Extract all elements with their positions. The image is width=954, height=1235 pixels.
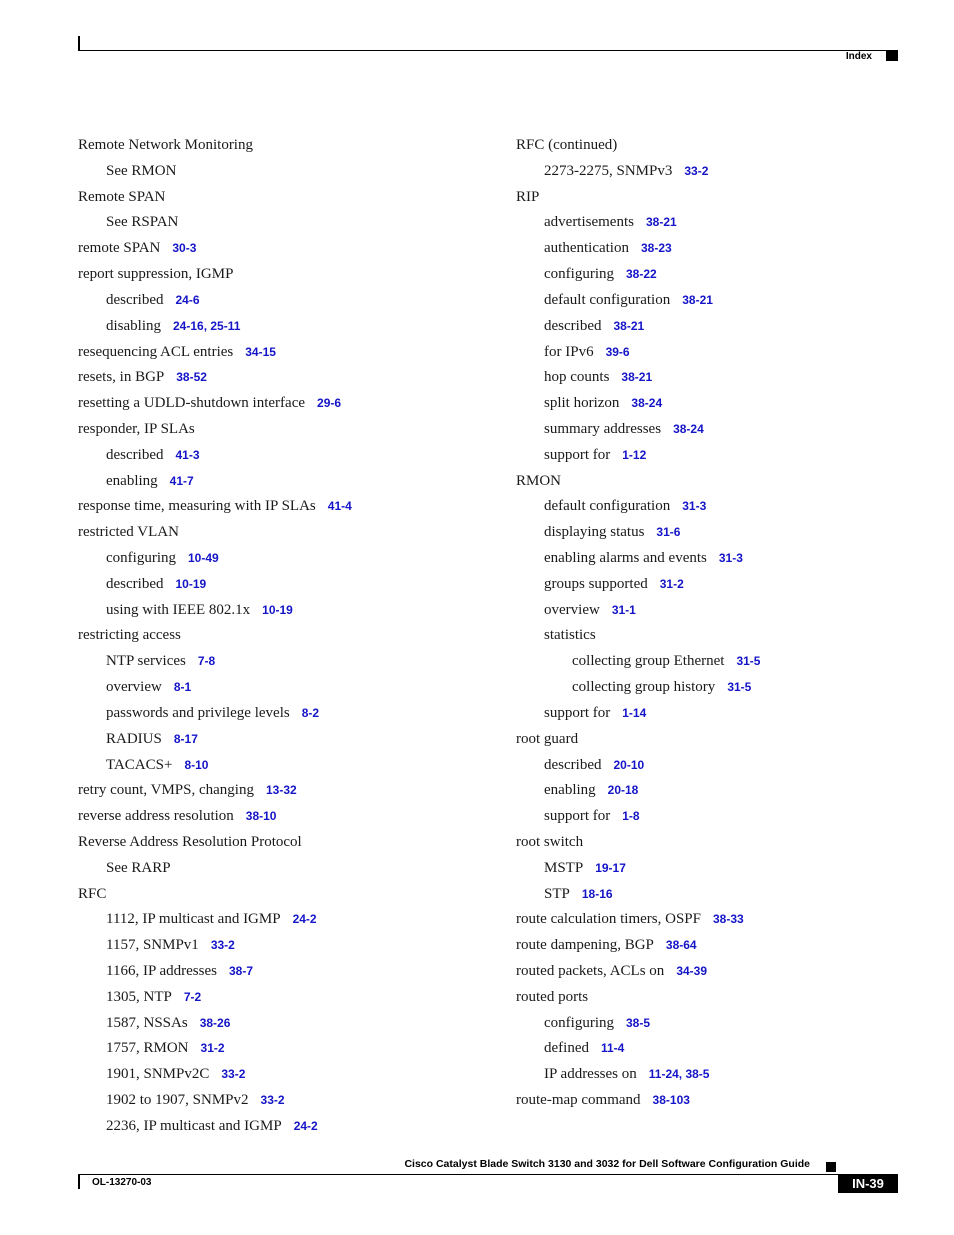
page-reference-link[interactable]: 20-18 bbox=[607, 783, 639, 798]
index-term: collecting group history bbox=[572, 679, 716, 696]
page-reference-link[interactable]: 24-16, 25-11 bbox=[173, 318, 241, 333]
index-entry bbox=[516, 908, 936, 934]
index-term: passwords and privilege levels bbox=[106, 704, 290, 721]
page-reference-link[interactable]: 1-12 bbox=[622, 447, 647, 462]
index-column-left bbox=[78, 134, 498, 1141]
index-term: enabling bbox=[544, 782, 596, 799]
index-term: 1166, IP addresses bbox=[106, 963, 217, 979]
page-reference-link[interactable]: 38-10 bbox=[245, 809, 277, 824]
page-reference-link[interactable]: 31-6 bbox=[656, 525, 681, 540]
index-entry bbox=[516, 1063, 936, 1089]
page-reference-link[interactable]: 38-23 bbox=[640, 241, 672, 256]
index-term: root guard bbox=[516, 730, 579, 747]
index-term: support for bbox=[544, 808, 611, 825]
index-entry bbox=[516, 831, 936, 857]
index-term: described bbox=[544, 317, 602, 334]
footer-rule-tick bbox=[78, 1174, 80, 1189]
index-term: responder, IP SLAs bbox=[78, 420, 195, 437]
header-block-marker bbox=[886, 50, 898, 61]
page-reference-link[interactable]: 38-21 bbox=[682, 292, 713, 307]
index-term: See RARP bbox=[106, 859, 171, 876]
page-reference-link[interactable]: 33-2 bbox=[221, 1067, 246, 1082]
page-reference-link[interactable]: 33-2 bbox=[210, 938, 235, 953]
index-term: 1587, NSSAs bbox=[106, 1014, 188, 1031]
page-reference-link[interactable]: 1-14 bbox=[622, 705, 647, 720]
index-term: Remote SPAN bbox=[78, 188, 166, 205]
index-entry bbox=[516, 599, 936, 625]
header-rule-tick bbox=[78, 36, 80, 51]
index-entry bbox=[516, 341, 936, 367]
index-entry bbox=[516, 960, 936, 986]
page-reference-link[interactable]: 8-10 bbox=[184, 757, 209, 772]
index-entry bbox=[78, 883, 498, 909]
index-column-right bbox=[516, 134, 936, 1115]
index-term: See RSPAN bbox=[106, 214, 179, 231]
index-entry bbox=[516, 702, 936, 728]
index-entry bbox=[516, 211, 936, 237]
index-entry bbox=[516, 1089, 936, 1115]
index-entry bbox=[78, 495, 498, 521]
page-reference-link[interactable]: 7-2 bbox=[183, 989, 202, 1004]
index-entry bbox=[78, 263, 498, 289]
footer-rule bbox=[78, 1174, 898, 1175]
index-term: enabling bbox=[106, 472, 158, 489]
index-term: route-map command bbox=[516, 1092, 641, 1109]
index-entry bbox=[78, 186, 498, 212]
index-term: authentication bbox=[544, 240, 629, 257]
index-entry bbox=[78, 676, 498, 702]
index-term: configuring bbox=[544, 266, 614, 283]
index-term: resequencing ACL entries bbox=[78, 343, 234, 360]
page-reference-link[interactable]: 33-2 bbox=[260, 1093, 285, 1108]
index-entry bbox=[78, 366, 498, 392]
page-reference-link[interactable]: 11-4 bbox=[600, 1041, 625, 1056]
page-number: IN-39 bbox=[838, 1174, 898, 1193]
page-reference-link[interactable]: 34-39 bbox=[676, 964, 708, 978]
index-term: retry count, VMPS, changing bbox=[78, 782, 254, 799]
index-term: using with IEEE 802.1x bbox=[106, 601, 251, 618]
index-entry bbox=[78, 547, 498, 573]
index-entry bbox=[78, 1012, 498, 1038]
index-entry bbox=[516, 934, 936, 960]
page-reference-link[interactable]: 39-6 bbox=[605, 344, 630, 359]
index-entry bbox=[78, 805, 498, 831]
index-entry bbox=[516, 418, 936, 444]
index-term: resetting a UDLD-shutdown interface bbox=[78, 395, 306, 412]
index-entry bbox=[78, 1063, 498, 1089]
page-reference-link[interactable]: 34-15 bbox=[245, 344, 276, 359]
document-number: OL-13270-03 bbox=[92, 1177, 152, 1188]
index-term: summary addresses bbox=[544, 420, 662, 437]
index-term: 1902 to 1907, SNMPv2 bbox=[106, 1092, 249, 1109]
index-term: resets, in BGP bbox=[78, 369, 165, 386]
page-reference-link[interactable]: 38-64 bbox=[665, 938, 697, 953]
index-term: disabling bbox=[106, 317, 161, 334]
page-reference-link[interactable]: 38-21 bbox=[645, 215, 677, 230]
index-entry bbox=[78, 857, 498, 883]
index-entry bbox=[78, 779, 498, 805]
page-reference-link[interactable]: 41-3 bbox=[175, 447, 200, 462]
index-entry bbox=[78, 160, 498, 186]
index-term: described bbox=[544, 756, 602, 773]
page-reference-link[interactable]: 24-6 bbox=[175, 292, 200, 307]
index-term: configuring bbox=[544, 1014, 614, 1031]
index-term: support for bbox=[544, 704, 611, 721]
page-reference-link[interactable]: 19-17 bbox=[595, 860, 626, 875]
index-entry bbox=[516, 521, 936, 547]
page-reference-link[interactable]: 10-19 bbox=[175, 576, 207, 591]
index-term: Reverse Address Resolution Protocol bbox=[78, 833, 302, 850]
index-entry bbox=[516, 392, 936, 418]
index-term: defined bbox=[544, 1040, 589, 1057]
index-entry bbox=[516, 624, 936, 650]
index-term: restricting access bbox=[78, 627, 181, 644]
index-entry bbox=[516, 650, 936, 676]
index-entry bbox=[78, 211, 498, 237]
page-reference-link[interactable]: 8-17 bbox=[173, 731, 198, 746]
index-entry bbox=[516, 470, 936, 496]
index-entry bbox=[78, 599, 498, 625]
index-term: collecting group Ethernet bbox=[572, 653, 725, 670]
page-reference-link[interactable]: 33-2 bbox=[684, 163, 709, 178]
index-term: 1901, SNMPv2C bbox=[106, 1066, 210, 1083]
page-reference-link[interactable]: 38-103 bbox=[652, 1093, 690, 1108]
page-reference-link[interactable]: 41-7 bbox=[169, 473, 194, 488]
page-reference-link[interactable]: 38-7 bbox=[228, 964, 253, 978]
index-term: TACACS+ bbox=[106, 756, 173, 773]
index-entry bbox=[78, 418, 498, 444]
index-term: described bbox=[106, 446, 164, 463]
index-entry bbox=[78, 986, 498, 1012]
index-term: remote SPAN bbox=[78, 240, 161, 257]
index-entry bbox=[516, 547, 936, 573]
index-term: RMON bbox=[516, 472, 562, 489]
page-reference-link[interactable]: 1-8 bbox=[622, 809, 640, 824]
index-entry bbox=[516, 237, 936, 263]
page-reference-link[interactable]: 38-5 bbox=[625, 1015, 651, 1030]
index-term: route calculation timers, OSPF bbox=[516, 911, 701, 928]
index-term: 1157, SNMPv1 bbox=[106, 937, 199, 954]
index-entry bbox=[78, 624, 498, 650]
footer-block-marker bbox=[826, 1162, 836, 1172]
index-entry bbox=[516, 186, 936, 212]
page-reference-link[interactable]: 31-2 bbox=[659, 576, 684, 591]
index-term: 1112, IP multicast and IGMP bbox=[106, 911, 281, 928]
index-term: response time, measuring with IP SLAs bbox=[78, 498, 316, 515]
index-term: IP addresses on bbox=[544, 1066, 637, 1083]
index-entry bbox=[516, 986, 936, 1012]
index-entry bbox=[78, 289, 498, 315]
index-entry bbox=[516, 676, 936, 702]
index-entry bbox=[78, 521, 498, 547]
index-term: STP bbox=[544, 885, 570, 902]
index-entry bbox=[516, 1012, 936, 1038]
page-reference-link[interactable]: 13-32 bbox=[265, 783, 297, 798]
index-entry bbox=[78, 1037, 498, 1063]
index-term: report suppression, IGMP bbox=[78, 266, 234, 283]
index-entry bbox=[78, 1115, 498, 1141]
page-reference-link[interactable]: 24-2 bbox=[293, 1118, 318, 1133]
index-entry bbox=[516, 883, 936, 909]
index-term: hop counts bbox=[544, 369, 610, 386]
index-term: 2236, IP multicast and IGMP bbox=[106, 1117, 282, 1134]
index-entry bbox=[516, 495, 936, 521]
index-entry bbox=[78, 934, 498, 960]
page-reference-link[interactable]: 11-24, 38-5 bbox=[648, 1067, 710, 1082]
page-reference-link[interactable]: 38-24 bbox=[673, 421, 704, 436]
index-term: routed packets, ACLs on bbox=[516, 963, 665, 979]
index-term: RFC bbox=[78, 885, 107, 902]
index-term: displaying status bbox=[544, 524, 645, 541]
index-entry bbox=[78, 315, 498, 341]
index-term: split horizon bbox=[544, 395, 620, 412]
page-reference-link[interactable]: 7-8 bbox=[197, 654, 216, 669]
index-term: 2273-2275, SNMPv3 bbox=[544, 162, 673, 179]
page-reference-link[interactable]: 38-22 bbox=[625, 267, 657, 282]
index-term: support for bbox=[544, 446, 611, 463]
footer-book-title: Cisco Catalyst Blade Switch 3130 and 3032 for Dell Software Configuration Guide bbox=[404, 1158, 810, 1170]
page-reference-link[interactable]: 29-6 bbox=[317, 396, 342, 411]
index-term: overview bbox=[106, 679, 162, 696]
index-term: route dampening, BGP bbox=[516, 937, 654, 954]
index-entry bbox=[78, 444, 498, 470]
index-entry bbox=[516, 160, 936, 186]
index-term: reverse address resolution bbox=[78, 808, 234, 825]
index-term: See RMON bbox=[106, 162, 177, 179]
page-reference-link[interactable]: 38-52 bbox=[176, 370, 207, 385]
index-term: default configuration bbox=[544, 498, 671, 515]
section-label: Index bbox=[845, 51, 872, 62]
index-term: statistics bbox=[544, 627, 596, 644]
page-reference-link[interactable]: 31-1 bbox=[611, 602, 636, 617]
index-entry bbox=[516, 134, 936, 160]
index-entry bbox=[516, 728, 936, 754]
index-entry bbox=[78, 908, 498, 934]
index-entry bbox=[78, 650, 498, 676]
page-reference-link[interactable]: 41-4 bbox=[327, 499, 352, 514]
index-term: configuring bbox=[106, 550, 176, 566]
page-reference-link[interactable]: 31-2 bbox=[200, 1041, 225, 1056]
index-entry bbox=[78, 728, 498, 754]
page-reference-link[interactable]: 18-16 bbox=[581, 886, 613, 901]
index-term: RADIUS bbox=[106, 730, 162, 747]
index-entry bbox=[78, 237, 498, 263]
index-term: routed ports bbox=[516, 988, 589, 1005]
page-reference-link[interactable]: 20-10 bbox=[613, 757, 645, 772]
page-reference-link[interactable]: 38-21 bbox=[621, 370, 653, 385]
index-term: 1305, NTP bbox=[106, 988, 172, 1005]
index-entry bbox=[516, 263, 936, 289]
index-term: overview bbox=[544, 601, 600, 618]
index-term: MSTP bbox=[544, 859, 584, 876]
page-reference-link[interactable]: 31-5 bbox=[736, 654, 761, 669]
index-entry bbox=[78, 470, 498, 496]
index-term: RFC (continued) bbox=[516, 137, 618, 153]
index-term: default configuration bbox=[544, 291, 671, 308]
index-entry bbox=[516, 779, 936, 805]
index-term: advertisements bbox=[544, 214, 634, 231]
page-reference-link[interactable]: 38-26 bbox=[199, 1015, 231, 1030]
index-entry bbox=[516, 1037, 936, 1063]
index-entry bbox=[516, 573, 936, 599]
page-reference-link[interactable]: 30-3 bbox=[172, 241, 197, 256]
index-entry bbox=[516, 289, 936, 315]
index-term: Remote Network Monitoring bbox=[78, 137, 253, 153]
index-term: described bbox=[106, 291, 164, 308]
index-entry bbox=[78, 960, 498, 986]
index-term: RIP bbox=[516, 188, 540, 205]
page-reference-link[interactable]: 8-2 bbox=[301, 705, 320, 720]
index-term: enabling alarms and events bbox=[544, 550, 707, 566]
index-entry bbox=[516, 857, 936, 883]
page-reference-link[interactable]: 24-2 bbox=[292, 912, 317, 927]
page-reference-link[interactable]: 31-3 bbox=[718, 551, 743, 565]
index-term: root switch bbox=[516, 833, 584, 850]
index-entry bbox=[516, 805, 936, 831]
index-term: described bbox=[106, 575, 164, 592]
index-entry bbox=[78, 1089, 498, 1115]
index-entry bbox=[516, 754, 936, 780]
index-entry bbox=[78, 392, 498, 418]
index-term: restricted VLAN bbox=[78, 524, 179, 541]
index-entry bbox=[78, 831, 498, 857]
index-entry bbox=[516, 444, 936, 470]
index-entry bbox=[516, 366, 936, 392]
page-reference-link[interactable]: 31-3 bbox=[682, 499, 707, 514]
index-entry bbox=[78, 341, 498, 367]
page-reference-link[interactable]: 10-19 bbox=[262, 602, 293, 617]
page-reference-link[interactable]: 38-21 bbox=[613, 318, 645, 333]
page-reference-link[interactable]: 8-1 bbox=[173, 680, 192, 695]
index-entry bbox=[78, 573, 498, 599]
index-entry bbox=[78, 134, 498, 160]
index-term: for IPv6 bbox=[544, 343, 594, 360]
index-term: NTP services bbox=[106, 653, 186, 670]
page-reference-link[interactable]: 31-5 bbox=[727, 680, 752, 695]
index-entry bbox=[78, 754, 498, 780]
index-entry bbox=[516, 315, 936, 341]
index-term: groups supported bbox=[544, 575, 648, 592]
page-reference-link[interactable]: 38-33 bbox=[712, 912, 744, 927]
page-reference-link[interactable]: 10-49 bbox=[187, 551, 219, 565]
header-rule bbox=[78, 50, 898, 51]
page-reference-link[interactable]: 38-24 bbox=[631, 396, 663, 411]
index-term: 1757, RMON bbox=[106, 1040, 189, 1057]
index-entry bbox=[78, 702, 498, 728]
